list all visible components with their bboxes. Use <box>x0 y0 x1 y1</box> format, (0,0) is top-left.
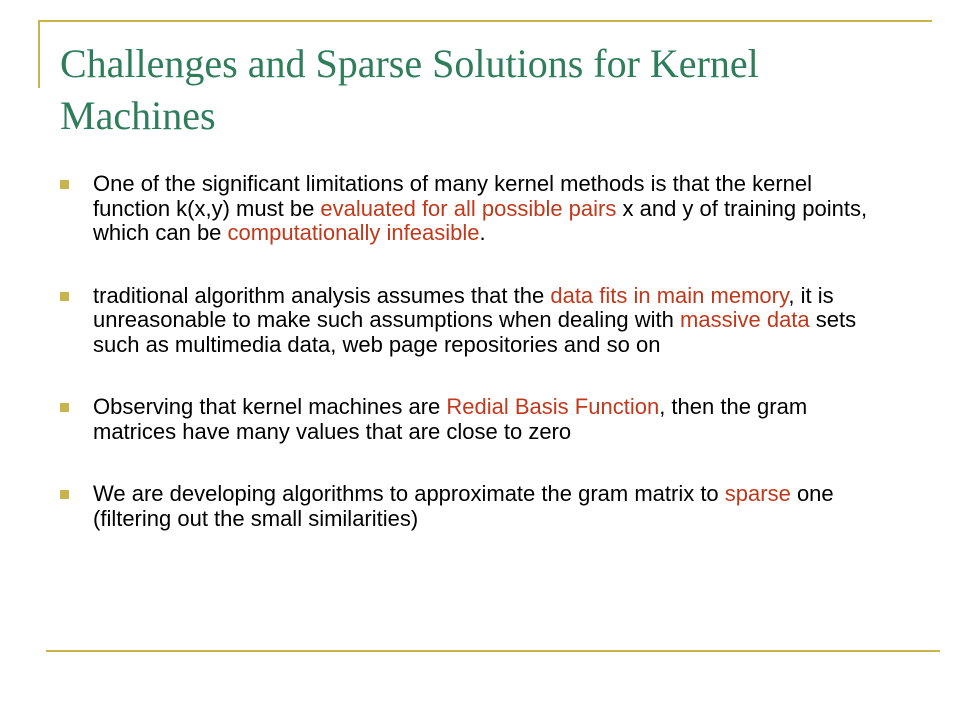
top-rule <box>38 20 932 22</box>
bullet-item <box>60 395 890 444</box>
square-bullet-icon <box>60 403 69 412</box>
bullet-text-segment: sets such as multimedia data, web page repositories and so on <box>93 307 857 357</box>
bullet-text-segment: x and y of training points, which can be <box>93 195 868 245</box>
highlighted-phrase: evaluated for all possible pairs <box>320 195 617 221</box>
slide-title: Challenges and Sparse Solutions for Kernel Machines <box>60 41 759 138</box>
bullet-text-segment: . <box>479 220 486 245</box>
bullet-text-segment: traditional algorithm analysis assumes that the <box>93 282 551 308</box>
square-bullet-icon <box>60 180 69 189</box>
bullet-text-segment: Observing that kernel machines are <box>93 394 447 419</box>
bullet-item <box>60 482 890 531</box>
highlighted-phrase: computationally infeasible <box>227 220 480 245</box>
bottom-rule <box>46 650 940 652</box>
highlighted-phrase: Redial Basis Function <box>446 394 660 419</box>
square-bullet-icon <box>60 292 69 301</box>
bullet-item <box>60 284 890 358</box>
highlighted-phrase: data fits in main memory <box>550 282 789 308</box>
bullet-text-segment: We are developing algorithms to approximate the gram matrix to <box>93 481 725 506</box>
highlighted-phrase: sparse <box>724 481 791 506</box>
highlighted-phrase: massive data <box>680 307 810 332</box>
bullet-text-segment: , it is unreasonable to make such assumptions when dealing with <box>93 282 834 332</box>
bullet-text-segment: One of the significant limitations of many kernel methods is that the kernel function k(x,y) must be <box>93 171 813 221</box>
square-bullet-icon <box>60 490 69 499</box>
left-rule <box>38 20 40 88</box>
bullet-list <box>60 172 890 531</box>
bullet-text-segment: , then the gram matrices have many values that are close to zero <box>93 394 808 444</box>
bullet-item <box>60 172 890 246</box>
bullet-text-segment: one (filtering out the small similarities) <box>93 481 834 531</box>
